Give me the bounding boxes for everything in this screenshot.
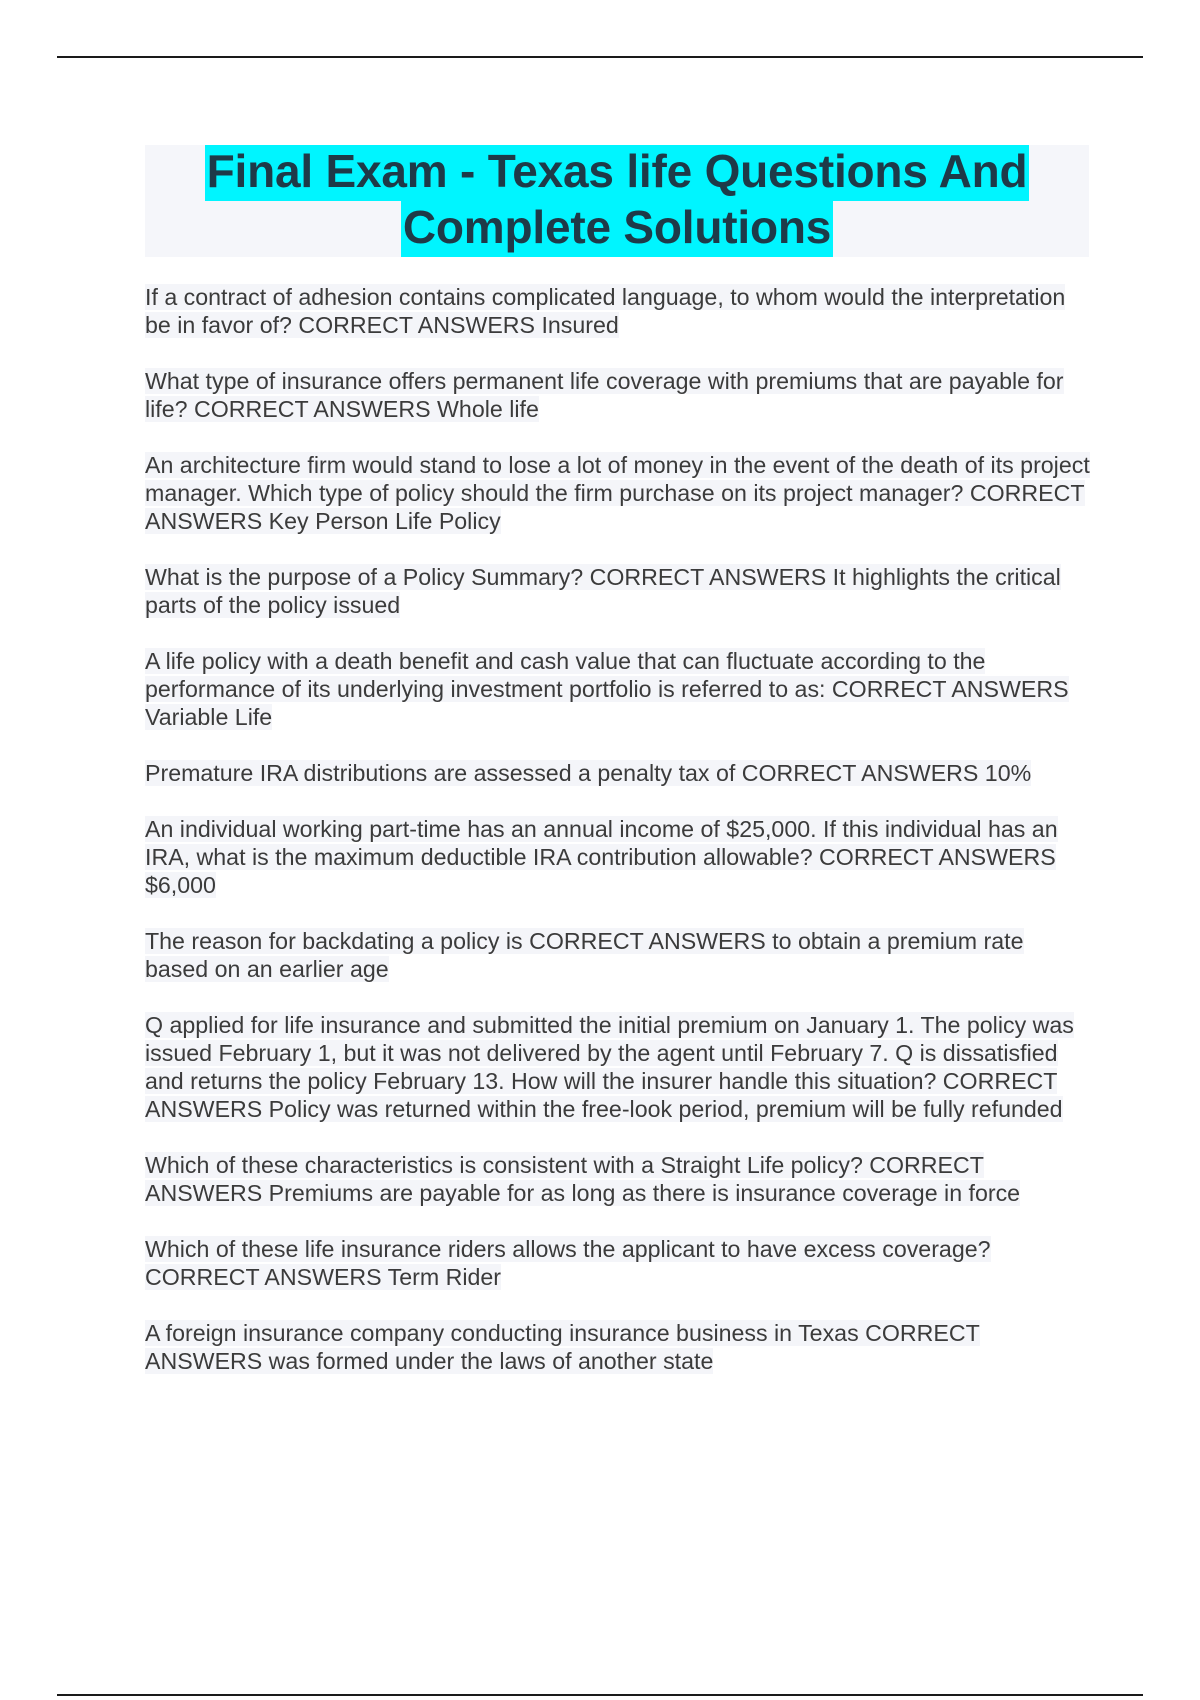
qa-item [145,927,1090,983]
qa-item [145,1011,1090,1124]
qa-text: An individual working part-time has an annual income of $25,000. If this individual has an IRA, what is the maximum deductible IRA contribution allowable? CORRECT ANSWERS $6,000 [145,815,1058,899]
qa-item [145,1319,1090,1375]
qa-item [145,563,1090,619]
qa-text: The reason for backdating a policy is CORRECT ANSWERS to obtain a premium rate based on an earlier age [145,927,1024,982]
bottom-rule [57,1694,1143,1696]
qa-text: A foreign insurance company conducting insurance business in Texas CORRECT ANSWERS was formed under the laws of another state [145,1319,980,1374]
page-title-line-2: Complete Solutions [401,201,833,257]
qa-item [145,1235,1090,1291]
qa-item [145,759,1090,787]
question-answer-list [145,283,1090,1403]
qa-text: Q applied for life insurance and submitted the initial premium on January 1. The policy was issued February 1, but it was not delivered by the agent until February 7. Q is dissatisfied and returns the policy February 13. How will the insurer handle this situation? CORRECT ANSWERS Policy was returned within the free-look period, premium will be fully refunded [145,1011,1074,1123]
qa-text: An architecture firm would stand to lose a lot of money in the event of the death of its project manager. Which type of policy should the firm purchase on its project manager? CORRECT ANSWERS Key Person Life Policy [145,451,1090,535]
qa-item [145,283,1090,339]
qa-text: If a contract of adhesion contains complicated language, to whom would the interpretation be in favor of? CORRECT ANSWERS Insured [145,284,1066,339]
qa-item [145,815,1090,900]
qa-item [145,647,1090,732]
qa-text: What type of insurance offers permanent life coverage with premiums that are payable for life? CORRECT ANSWERS Whole life [145,367,1064,423]
qa-text: Which of these life insurance riders allows the applicant to have excess coverage? CORRECT ANSWERS Term Rider [145,1235,991,1291]
qa-text: Premature IRA distributions are assessed a penalty tax of CORRECT ANSWERS 10% [145,759,1032,786]
qa-text: What is the purpose of a Policy Summary? CORRECT ANSWERS It highlights the critical parts of the policy issued [145,563,1061,619]
qa-item [145,451,1090,536]
page-title-line-1: Final Exam - Texas life Questions And [205,145,1030,201]
title-block [145,145,1089,257]
qa-item [145,367,1090,423]
qa-text: Which of these characteristics is consistent with a Straight Life policy? CORRECT ANSWERS Premiums are payable for as long as there is insurance coverage in force [145,1151,1021,1207]
qa-text: A life policy with a death benefit and cash value that can fluctuate according to the performance of its underlying investment portfolio is referred to as: CORRECT ANSWERS Variable Life [145,647,1069,731]
qa-item [145,1151,1090,1207]
top-rule [57,56,1143,58]
